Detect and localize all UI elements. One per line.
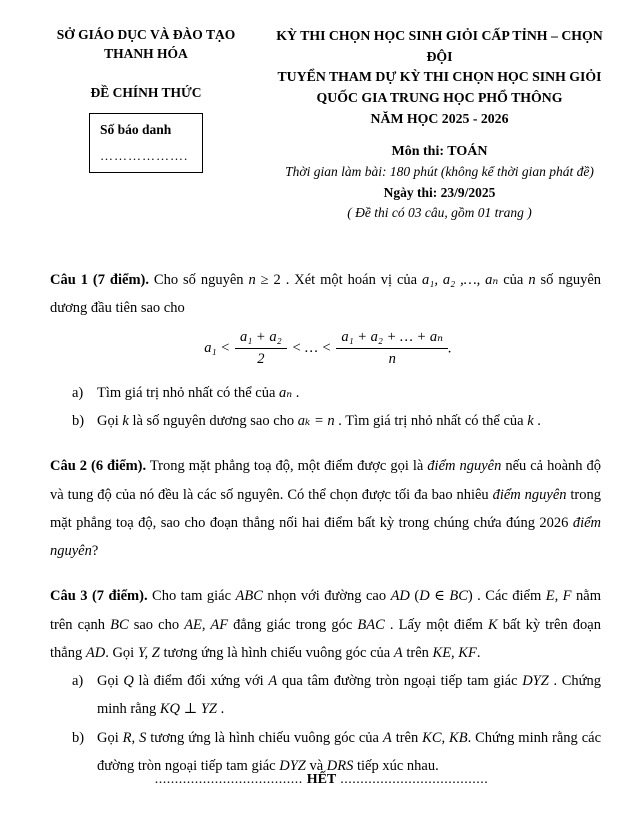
formula-period: . [448, 340, 452, 357]
official-exam-label: ĐỀ CHÍNH THỨC [90, 84, 202, 100]
text-run: AD [85, 644, 106, 661]
text-run: nhọn với đường cao [262, 588, 391, 605]
text-run: a₁, a₂ ,…, aₙ [422, 272, 499, 289]
text-run: ( [409, 588, 420, 605]
text-run: Câu 3 (7 điểm). [50, 588, 148, 605]
text-run: ≥ 2 . Xét một hoán vị của [255, 272, 423, 289]
question-1-part-b [72, 407, 601, 435]
subject-line: Môn thi: TOÁN [391, 144, 488, 160]
text-run: ABC [235, 588, 263, 605]
fraction-2-denominator: n [388, 351, 396, 368]
fraction-1-denominator: 2 [257, 351, 265, 368]
text-run: DYZ [522, 673, 549, 690]
text-run: . Lấy một điểm [384, 616, 488, 633]
text-run: trên [391, 729, 423, 746]
text-run: Gọi [97, 729, 123, 746]
text-run: Y, Z [137, 644, 160, 661]
item-text-a [97, 379, 601, 407]
document-header [0, 0, 643, 222]
text-run: KE, KF [432, 644, 477, 661]
text-run: ? [91, 543, 99, 560]
text-run: là điểm đối xứng với [133, 673, 269, 690]
question-2-statement [50, 452, 601, 565]
text-run: AD [390, 588, 410, 605]
text-run: điểm nguyên [427, 458, 502, 475]
text-run: . Gọi [105, 644, 138, 661]
text-run: tương ứng là hình chiếu vuông góc của [159, 644, 394, 661]
page-count-note: ( Đề thi có 03 câu, gồm 01 trang ) [347, 204, 532, 220]
text-run: . Tìm giá trị nhỏ nhất có thể của [334, 413, 528, 430]
text-run: k [122, 413, 129, 430]
text-run: A [268, 673, 278, 690]
authority-province: THANH HÓA [104, 45, 188, 61]
text-run: BC [110, 616, 129, 633]
text-run: sao cho [128, 616, 185, 633]
exam-date-line: Ngày thi: 23/9/2025 [383, 184, 496, 200]
text-run: Q [123, 673, 134, 690]
text-run: Cho số nguyên [148, 272, 249, 289]
text-run: D [419, 588, 430, 605]
authority-name: SỞ GIÁO DỤC VÀ ĐÀO TẠO [56, 27, 236, 42]
question-1-formula [50, 328, 601, 370]
exam-title-line-1: KỲ THI CHỌN HỌC SINH GIỎI CẤP TỈNH – CHỌN ĐỘI [276, 28, 603, 64]
text-run: là số nguyên dương sao cho [128, 413, 298, 430]
text-run: K [488, 616, 498, 633]
text-run: trên [402, 644, 433, 661]
text-run: tiếp xúc nhau. [353, 757, 439, 774]
fraction-1-numerator: a₁ + a₂ [235, 328, 287, 350]
text-run: điểm nguyên [492, 486, 567, 503]
text-run: . [217, 701, 225, 718]
text-run: Tìm giá trị nhỏ nhất có thể của [97, 384, 280, 401]
exam-title-line-4: NĂM HỌC 2025 - 2026 [370, 110, 509, 126]
text-run: aₙ [279, 384, 293, 401]
text-run: BAC [357, 616, 385, 633]
footer-dots-right: ..................................... [340, 772, 489, 787]
exam-title-line-2: TUYỂN THAM DỰ KỲ THI CHỌN HỌC SINH GIỎI [277, 69, 602, 85]
text-run: E, F [545, 588, 572, 605]
text-run: k [527, 413, 534, 430]
text-run: KC, KB [422, 729, 468, 746]
candidate-number-dotted-line: ………………. [100, 147, 189, 163]
text-run: n [528, 272, 536, 289]
item-label-b: b) [72, 729, 85, 746]
text-run: DRS [326, 757, 354, 774]
item-text-a [97, 667, 601, 724]
text-run: tương ứng là hình chiếu vuông góc của [146, 729, 383, 746]
text-run: Trong mặt phẳng toạ độ, một điểm được gọi là [146, 458, 428, 475]
text-run: Câu 1 (7 điểm). [50, 272, 149, 289]
formula-fraction-1 [235, 328, 287, 370]
candidate-number-label: Số báo danh [100, 121, 172, 137]
text-run: Cho tam giác [147, 588, 236, 605]
text-run: AE, AF [184, 616, 229, 633]
text-run: qua tâm đường tròn ngoại tiếp tam giác [277, 673, 523, 690]
document-footer [0, 772, 643, 788]
text-run: Câu 2 (6 điểm). [50, 458, 147, 475]
text-run: nằm trên cạnh [50, 588, 601, 633]
exam-body [0, 222, 643, 780]
exam-title-block [262, 26, 617, 222]
question-3-statement [50, 582, 601, 667]
formula-middle: < … < [291, 340, 332, 357]
text-run: A [382, 729, 392, 746]
text-run: . Chứng minh rằng [97, 673, 601, 718]
question-1-statement [50, 266, 601, 323]
text-run: aₖ = n [297, 413, 335, 430]
item-label-b: b) [72, 413, 85, 430]
formula-fraction-2 [336, 328, 448, 370]
item-text-b [97, 407, 601, 435]
text-run: Gọi [97, 413, 123, 430]
text-run: và [305, 757, 327, 774]
fraction-2-numerator: a₁ + a₂ + … + aₙ [336, 328, 448, 350]
text-run: điểm nguyên [50, 514, 601, 560]
text-run: DYZ [279, 757, 306, 774]
text-run: ∈ [429, 588, 450, 605]
text-run: R, S [122, 729, 147, 746]
text-run: của [498, 272, 529, 289]
end-label: HẾT [306, 772, 337, 787]
formula-lhs: a₁ < [204, 340, 230, 357]
exam-title-line-3: QUỐC GIA TRUNG HỌC PHỔ THÔNG [316, 90, 563, 106]
text-run: . [476, 644, 481, 661]
text-run: bất kỳ trên đoạn thẳng [50, 616, 601, 661]
issuing-authority-block [30, 26, 262, 222]
text-run: . [292, 384, 300, 401]
question-3-part-a [72, 667, 601, 724]
text-run: đẳng giác trong góc [228, 616, 358, 633]
item-label-a: a) [72, 384, 84, 401]
text-run: KQ ⊥ YZ [159, 701, 217, 718]
text-run: Gọi [97, 673, 124, 690]
question-1-part-a [72, 379, 601, 407]
text-run: số nguyên dương đầu tiên sao cho [50, 272, 602, 317]
text-run: . [533, 413, 541, 430]
text-run: . Chứng minh rằng các đường tròn ngoại tiếp tam giác [97, 729, 602, 774]
text-run: n [248, 272, 256, 289]
text-run: nếu cả hoành độ và tung độ của nó đều là các số nguyên. Có thể chọn được tối đa bao nhiêu [50, 458, 601, 503]
item-label-a: a) [72, 673, 84, 690]
footer-dots-left: ..................................... [154, 772, 303, 787]
text-run: BC [449, 588, 468, 605]
text-run: ) . Các điểm [467, 588, 546, 605]
duration-line: Thời gian làm bài: 180 phút (không kể thời gian phát đề) [285, 164, 594, 180]
text-run: trong mặt phẳng toạ độ, sao cho đoạn thẳng nối hai điểm bất kỳ trong chúng chứa đúng 2026 [50, 486, 602, 531]
text-run: A [393, 644, 403, 661]
candidate-number-box [89, 113, 203, 173]
